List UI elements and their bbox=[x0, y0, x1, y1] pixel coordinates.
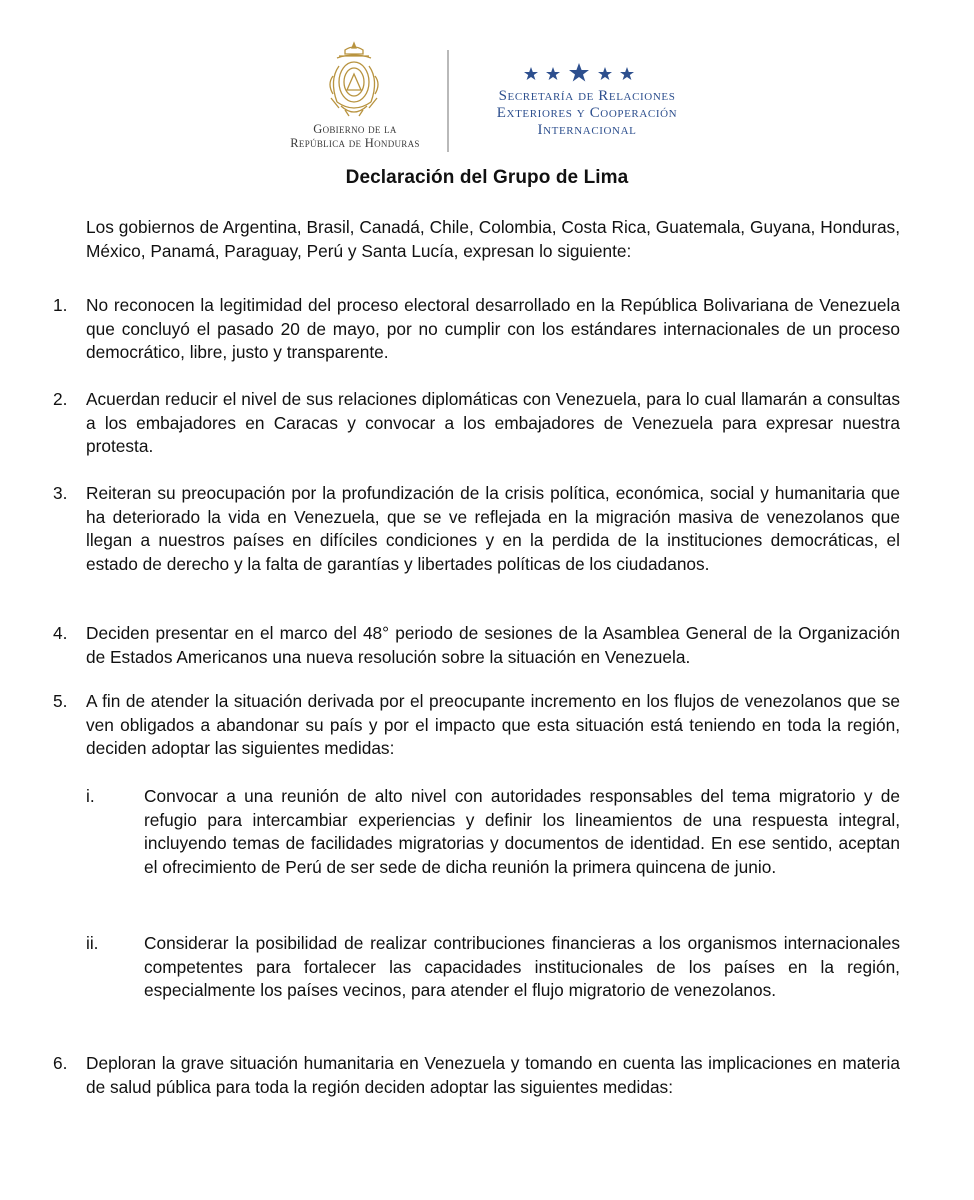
intro-paragraph: Los gobiernos de Argentina, Brasil, Canadá, Chile, Colombia, Costa Rica, Guatemala, Guyana, Honduras, México, Panamá, Paraguay, Perú y Santa Lucía, expresan lo siguiente: bbox=[86, 217, 900, 261]
subitem-number: ii. bbox=[86, 933, 99, 953]
subitem-text: Convocar a una reunión de alto nivel con autoridades responsables del tema migratorio y de refugio para intercambiar experiencias y definir los lineamientos de una respuesta integral, incluyendo temas de facilidades migratorias y documentos de identidad. En ese sentido, aceptan el ofrecimiento de Perú de ser sede de dicha reunión la primera quincena de junio. bbox=[144, 786, 900, 877]
item-text: No reconocen la legitimidad del proceso electoral desarrollado en la República Bolivariana de Venezuela que concluyó el pasado 20 de mayo, por no cumplir con los estándares internacionales de un proceso democrático, libre, justo y transparente. bbox=[86, 295, 900, 362]
item-number: 6. bbox=[53, 1053, 68, 1073]
secretariat-name-line3: Internacional bbox=[537, 122, 637, 138]
item-text: Acuerdan reducir el nivel de sus relaciones diplomáticas con Venezuela, para lo cual llamarán a consultas a los embajadores en Caracas y convocar a los embajadores de Venezuela para expresar nuestra protesta. bbox=[86, 389, 900, 456]
header-divider bbox=[447, 50, 449, 152]
item-number: 4. bbox=[53, 623, 68, 643]
item-number: 5. bbox=[53, 691, 68, 711]
letterhead bbox=[0, 30, 974, 155]
honduras-coat-of-arms-icon bbox=[323, 40, 385, 120]
stars-icon bbox=[524, 62, 634, 82]
item-number: 2. bbox=[53, 389, 68, 409]
item-number: 1. bbox=[53, 295, 68, 315]
item-number: 3. bbox=[53, 483, 68, 503]
secretariat-name-line1: Secretaría de Relaciones bbox=[498, 88, 676, 104]
item-text: Deciden presentar en el marco del 48° periodo de sesiones de la Asamblea General de la Organización de Estados Americanos una nueva resolución sobre la situación en Venezuela. bbox=[86, 623, 900, 667]
government-name-line1: Gobierno de la bbox=[313, 122, 397, 136]
subitem-text: Considerar la posibilidad de realizar contribuciones financieras a los organismos internacionales competentes para fortalecer las capacidades institucionales de los países en la región, especialmente los países vecinos, para atender el flujo migratorio de venezolanos. bbox=[144, 933, 900, 1000]
item-text: Reiteran su preocupación por la profundización de la crisis política, económica, social y humanitaria que ha deteriorado la vida en Venezuela, que se ve reflejada en la migración masiva de venezolanos que llegan a nuestros países en difíciles condiciones y en la perdida de la instituciones democráticas, el estado de derecho y la falta de garantías y libertades políticas de los ciudadanos. bbox=[86, 483, 900, 574]
item-text: Deploran la grave situación humanitaria en Venezuela y tomando en cuenta las implicaciones en materia de salud pública para toda la región deciden adoptar las siguientes medidas: bbox=[86, 1053, 900, 1097]
government-name-line2: República de Honduras bbox=[290, 136, 420, 150]
secretariat-name-line2: Exteriores y Cooperación bbox=[496, 105, 678, 121]
item-text: A fin de atender la situación derivada por el preocupante incremento en los flujos de venezolanos que se ven obligados a abandonar su país y por el impacto que esta situación está teniendo en toda la región, deciden adoptar las siguientes medidas: bbox=[86, 691, 900, 758]
document-title: Declaración del Grupo de Lima bbox=[345, 167, 629, 188]
subitem-number: i. bbox=[86, 786, 95, 806]
